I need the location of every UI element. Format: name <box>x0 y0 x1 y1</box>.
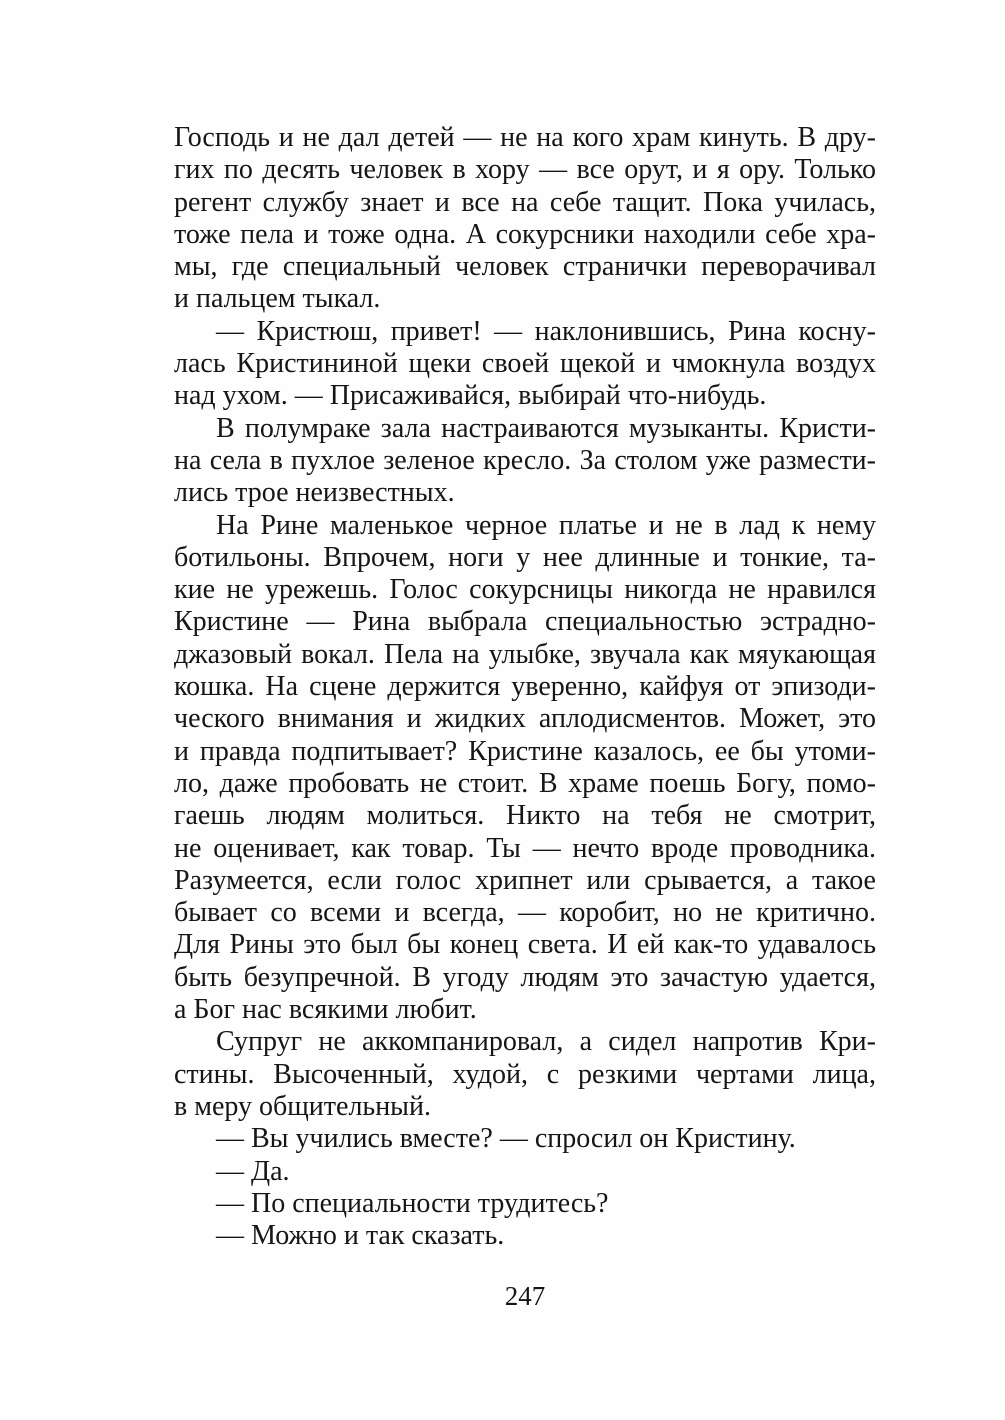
text-line: ботильоны. Впрочем, ноги у нее длинные и тонкие, та- <box>174 541 876 573</box>
text-line: Разумеется, если голос хрипнет или срывается, а такое <box>174 864 876 896</box>
text-line: Кристине — Рина выбрала специальностью эстрадно- <box>174 606 876 638</box>
text-line: а Бог нас всякими любит. <box>174 994 477 1026</box>
text-line: лась Кристининой щеки своей щекой и чмокнула воздух <box>174 348 876 380</box>
text-line: кие не урежешь. Голос сокурсницы никогда не нравился <box>174 574 876 606</box>
text-line: не оценивает, как товар. Ты — нечто вроде проводника. <box>174 832 876 864</box>
text-line: — Кристюш, привет! — наклонившись, Рина косну- <box>216 315 876 347</box>
text-line: быть безупречной. В угоду людям это зачастую удается, <box>174 961 876 993</box>
text-line: регент службу знает и все на себе тащит. Пока училась, <box>174 186 876 218</box>
text-line: над ухом. — Присаживайся, выбирай что-нибудь. <box>174 380 767 412</box>
text-line: ческого внимания и жидких аплодисментов. Может, это <box>174 703 876 735</box>
paragraph <box>174 122 876 316</box>
paragraph <box>174 413 876 510</box>
text-line: стины. Высоченный, худой, с резкими чертами лица, <box>174 1058 876 1090</box>
paragraph <box>174 1220 876 1252</box>
text-line: Господь и не дал детей — не на кого храм кинуть. В дру- <box>174 122 876 153</box>
page-text <box>174 122 876 1252</box>
text-line: в меру общительный. <box>174 1090 431 1122</box>
text-line: лись трое неизвестных. <box>174 477 455 509</box>
text-line: — По специальности трудитесь? <box>216 1187 609 1219</box>
text-line: джазовый вокал. Пела на улыбке, звучала как мяукающая <box>174 638 876 670</box>
page-number: 247 <box>504 1281 546 1311</box>
paragraph <box>174 1156 876 1188</box>
text-line: — Да. <box>216 1155 290 1187</box>
text-line: кошка. На сцене держится уверенно, кайфуя от эпизоди- <box>174 671 876 703</box>
text-line: — Вы учились вместе? — спросил он Кристину. <box>216 1123 796 1155</box>
text-line: и правда подпитывает? Кристине казалось, ее бы утоми- <box>174 735 876 767</box>
text-line: гих по десять человек в хору — все орут, и я ору. Только <box>174 154 876 186</box>
paragraph <box>174 316 876 413</box>
text-line: и пальцем тыкал. <box>174 283 381 315</box>
text-line: На Рине маленькое черное платье и не в лад к нему <box>216 509 876 541</box>
text-line: мы, где специальный человек странички переворачивал <box>174 251 876 283</box>
paragraph <box>174 1026 876 1123</box>
text-line: гаешь людям молиться. Никто на тебя не смотрит, <box>174 800 876 832</box>
text-line: бывает со всеми и всегда, — коробит, но не критично. <box>174 897 876 929</box>
text-line: Для Рины это был бы конец света. И ей как-то удавалось <box>174 929 876 961</box>
text-line: Супруг не аккомпанировал, а сидел напротив Кри- <box>216 1026 876 1058</box>
text-line: на села в пухлое зеленое кресло. За столом уже размести- <box>174 444 876 476</box>
paragraph <box>174 1188 876 1220</box>
text-line: В полумраке зала настраиваются музыканты. Кристи- <box>216 412 876 444</box>
text-line: — Можно и так сказать. <box>216 1220 505 1252</box>
text-line: ло, даже пробовать не стоит. В храме поешь Богу, помо- <box>174 767 876 799</box>
text-line: тоже пела и тоже одна. А сокурсники находили себе хра- <box>174 218 876 250</box>
paragraph <box>174 510 876 1027</box>
paragraph <box>174 1123 876 1155</box>
